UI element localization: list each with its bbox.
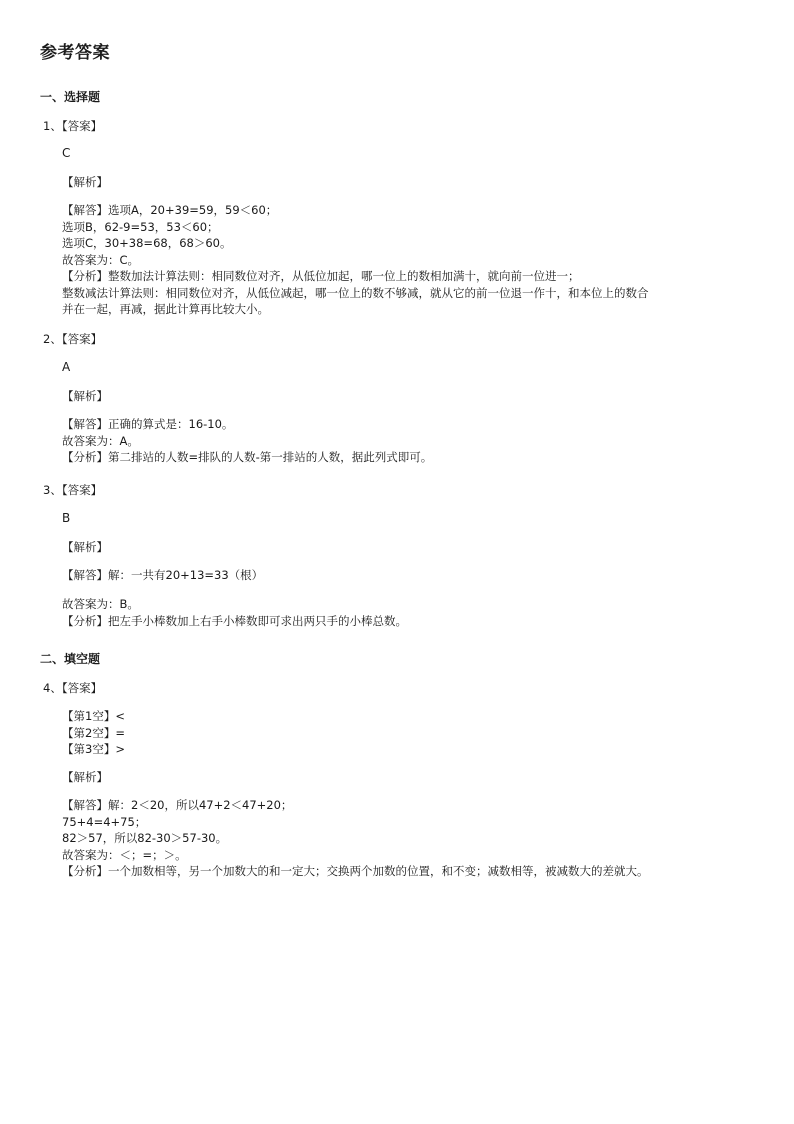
- question-4-line: 75+4=4+75；: [62, 814, 147, 829]
- question-number: 3、: [43, 483, 62, 497]
- question-number: 4、: [43, 681, 62, 695]
- question-2-answer: A: [62, 360, 71, 374]
- question-2-line: 故答案为：A。: [62, 433, 139, 448]
- question-4-line: 故答案为：＜；=；＞。: [62, 847, 187, 862]
- question-3-header: [43, 482, 102, 498]
- question-1-analysis-label: 【解析】: [62, 175, 108, 189]
- question-1-line: 选项C，30+38=68，68＞60。: [62, 236, 232, 250]
- blank-1-answer: 【第1空】<: [62, 709, 125, 723]
- answer-label: 【答案】: [61, 681, 103, 695]
- question-1-line: 【解答】选项A，20+39=59，59＜60；: [62, 203, 278, 217]
- question-4-line: 【解答】解：2＜20，所以47+2＜47+20；: [62, 798, 293, 812]
- question-2-analysis-label: 【解析】: [62, 389, 108, 403]
- question-4-header: [43, 680, 102, 696]
- question-3-solution: 【解答】解：一共有20+13=33（根）: [62, 568, 264, 582]
- blank-2-answer: 【第2空】=: [62, 725, 125, 740]
- page-title: 参考答案: [40, 43, 110, 63]
- question-1-line: 并在一起，再减，据此计算再比较大小。: [62, 302, 269, 316]
- answer-label: 【答案】: [61, 483, 103, 497]
- question-1-line: 【分析】整数加法计算法则：相同数位对齐，从低位加起，哪一位上的数相加满十，就向前一位进一；: [62, 269, 580, 283]
- question-1-answer: C: [62, 146, 71, 160]
- question-number: 2、: [43, 332, 62, 346]
- blank-3-answer: 【第3空】>: [62, 742, 125, 756]
- question-3-line: 【分析】把左手小棒数加上右手小棒数即可求出两只手的小棒总数。: [62, 613, 407, 628]
- section-heading-fill-blank: 二、填空题: [40, 652, 101, 666]
- question-1-line: 整数减法计算法则：相同数位对齐，从低位减起，哪一位上的数不够减，就从它的前一位退一作十，和本位上的数合: [62, 285, 649, 300]
- question-number: 1、: [43, 119, 62, 133]
- question-4-line: 82＞57，所以82-30＞57-30。: [62, 831, 228, 845]
- question-3-analysis-label: 【解析】: [62, 540, 108, 554]
- section-heading-choice: 一、选择题: [40, 90, 101, 104]
- question-4-analysis-label: 【解析】: [62, 770, 108, 784]
- question-2-line: 【解答】正确的算式是：16-10。: [62, 417, 234, 431]
- question-2-line: 【分析】第二排站的人数=排队的人数-第一排站的人数，据此列式即可。: [62, 450, 433, 464]
- answer-label: 【答案】: [61, 119, 103, 133]
- question-4-line: 【分析】一个加数相等，另一个加数大的和一定大；交换两个加数的位置，和不变；减数相等，被减数大的差就大。: [62, 864, 649, 878]
- question-1-line: 故答案为：C。: [62, 252, 140, 267]
- question-1-header: [43, 118, 102, 134]
- answer-label: 【答案】: [61, 332, 103, 346]
- question-3-answer: B: [62, 511, 71, 525]
- question-2-header: [43, 331, 102, 347]
- question-3-line: 故答案为：B。: [62, 597, 139, 611]
- question-1-line: 选项B，62-9=53，53＜60；: [62, 219, 219, 234]
